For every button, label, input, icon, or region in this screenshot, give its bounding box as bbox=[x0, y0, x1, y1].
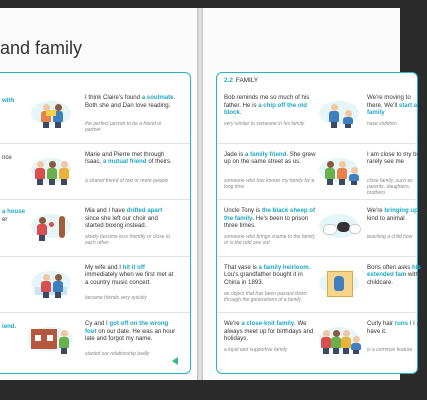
list-item bbox=[0, 87, 190, 144]
family-panel bbox=[216, 72, 427, 374]
vase-icon bbox=[319, 267, 361, 301]
audio-icon[interactable] bbox=[172, 357, 178, 365]
example-sentence-cut: Boris often asks his extended fam with childcare. bbox=[367, 263, 421, 286]
definition: slowly become less friendly or close to each other bbox=[85, 234, 171, 247]
example-sentence-cut: I am close to my but rarely see me bbox=[367, 150, 422, 166]
three-friends-icon bbox=[31, 154, 73, 188]
definition: the perfect person to be a friend or partner bbox=[85, 121, 162, 134]
black-sheep-icon bbox=[319, 210, 361, 244]
definition-cut: teaching a child how bbox=[367, 234, 413, 240]
boxer-and-singer-icon bbox=[31, 210, 73, 244]
example-sentence-cut: We're moving to there. We'll start a family bbox=[367, 94, 418, 117]
definition-cut: have children bbox=[367, 121, 397, 127]
example-sentence: That vase is a family heirloom. Lou's grandfather bought it in China in 1893. bbox=[224, 263, 311, 286]
family-rows bbox=[217, 87, 427, 373]
example-sentence: Jade is a family friend. She grew up on the same street as us. bbox=[224, 150, 316, 166]
father-and-son-icon bbox=[319, 97, 361, 131]
section-title: FAMILY bbox=[235, 77, 259, 84]
example-sentence: I think Claire's found a soulmate. Both she and Dan love reading. bbox=[85, 94, 176, 109]
definition-cut: close family, such as parents, daughters, brothers bbox=[367, 177, 413, 196]
example-sentence-cut: Curly hair runs i I all have it. bbox=[367, 320, 423, 335]
list-item bbox=[0, 257, 190, 314]
definition: very similar to someone in his family bbox=[224, 121, 305, 127]
definition: a loyal and supportive family bbox=[224, 347, 288, 353]
example-sentence: Mia and I have drifted apart since she left our choir and started boxing instead. bbox=[85, 207, 163, 230]
list-item bbox=[217, 144, 422, 201]
cut-off-term: with bbox=[2, 97, 15, 104]
list-item bbox=[217, 200, 427, 257]
example-sentence: My wife and I hit it off immediately when we first met at a country music concert. bbox=[85, 263, 174, 286]
example-sentence: Marie and Pierre met through Isaac, a mutual friend of theirs. bbox=[85, 150, 172, 166]
definition: someone who brings shame to the family or is the odd one out bbox=[224, 234, 315, 247]
section-number: 2.2 bbox=[224, 77, 233, 84]
cut-off-term: iend. bbox=[2, 323, 17, 330]
cut-off-term: a house bbox=[2, 208, 26, 215]
friends-rows bbox=[0, 87, 190, 373]
definition: a shared friend of two or more people bbox=[85, 177, 169, 184]
definition: someone who has known my family for a long time bbox=[224, 177, 315, 190]
bad-date-icon bbox=[27, 323, 75, 357]
concert-couple-icon bbox=[31, 267, 73, 301]
list-item bbox=[217, 87, 417, 144]
definition: became friends very quickly bbox=[85, 294, 147, 301]
friends-panel bbox=[0, 72, 191, 374]
section-heading bbox=[224, 77, 258, 84]
example-sentence: Cy and I got off on the wrong foot on our date. He was an hour late and forgot my name. bbox=[85, 320, 176, 343]
example-sentence: Bob reminds me so much of his father. He is a chip off the old block. bbox=[224, 94, 310, 117]
example-sentence: Uncle Tony is the black sheep of the family. He's been to prison three times. bbox=[224, 207, 315, 230]
list-item bbox=[217, 257, 421, 314]
definition-cut: is a common feature bbox=[367, 347, 413, 353]
example-sentence: We're a close-knit family. We always meet up for birthdays and holidays. bbox=[224, 320, 314, 343]
cut-off-text: er bbox=[2, 216, 8, 223]
list-item bbox=[0, 313, 190, 369]
chapter-title: and family bbox=[0, 38, 83, 58]
list-item bbox=[217, 313, 423, 369]
definition: started our relationship badly bbox=[85, 351, 150, 357]
family-friend-icon bbox=[319, 154, 361, 188]
definition: an object that has been passed down through the generations of a family bbox=[224, 290, 307, 303]
list-item bbox=[0, 200, 190, 257]
cut-off-text: nce bbox=[2, 153, 12, 161]
family-group-icon bbox=[319, 323, 361, 357]
list-item bbox=[0, 144, 190, 201]
couple-reading-icon bbox=[31, 97, 73, 131]
right-page bbox=[203, 8, 427, 380]
example-sentence-cut: We're bringing up be kind to animal bbox=[367, 207, 427, 222]
left-page bbox=[0, 8, 197, 380]
